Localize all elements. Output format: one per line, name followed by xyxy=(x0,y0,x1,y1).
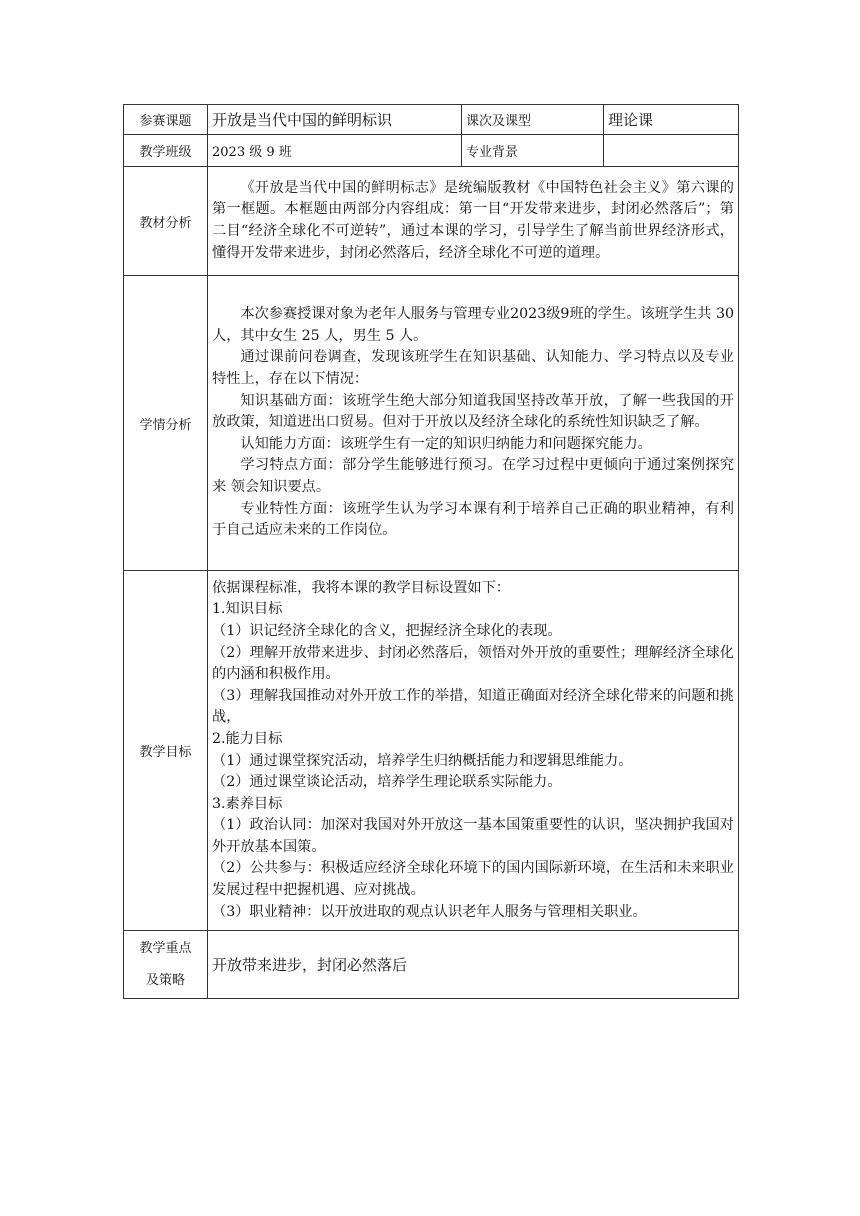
objectives-heading: 3.素养目标 xyxy=(212,795,283,812)
class-value: 2023 级 9 班 xyxy=(208,135,462,167)
textbook-label: 教材分析 xyxy=(124,167,208,276)
textbook-text: 《开放是当代中国的鲜明标志》是统编版教材《中国特色社会主义》第六课的第一框题。本框题由两部分内容组成：第一目“开发带来进步，封闭必然落后”；第二目“经济全球化不可逆转”，通过本课的学习，引导学生了解当前世界经济形式，懂得开发带来进步，封闭必然落后，经济全球化不可逆的道理。 xyxy=(212,179,734,261)
topic-label: 参赛课题 xyxy=(124,105,208,135)
objectives-line: （1）政治认同：加深对我国对外开放这一基本国策重要性的认识，坚决拥护我国对外开放基本国策。 xyxy=(212,817,734,855)
students-paragraph: 认知能力方面：该班学生有一定的知识归纳能力和问题探究能力。 xyxy=(240,435,652,452)
lesson-plan-table xyxy=(123,104,739,999)
row-students xyxy=(124,276,739,571)
class-label: 教学班级 xyxy=(124,135,208,167)
focus-label-line: 及策略 xyxy=(145,972,185,988)
students-label: 学情分析 xyxy=(124,276,208,571)
textbook-content xyxy=(208,167,739,276)
objectives-line: （2）通过课堂谈论活动，培养学生理论联系实际能力。 xyxy=(212,774,562,791)
students-paragraph: 通过课前问卷调查，发现该班学生在知识基础、认知能力、学习特点以及专业特性上，存在以下情况： xyxy=(212,349,734,388)
row-textbook xyxy=(124,167,739,276)
objectives-heading: 1.知识目标 xyxy=(212,601,283,618)
objectives-label: 教学目标 xyxy=(124,571,208,931)
students-paragraph: 专业特性方面：该班学生认为学习本课有利于培养自己正确的职业精神，有利于自己适应未来的工作岗位。 xyxy=(212,500,734,539)
students-content xyxy=(208,276,739,571)
objectives-line: （3）职业精神：以开放进取的观点认识老年人服务与管理相关职业。 xyxy=(212,903,647,920)
objectives-line: （1）识记经济全球化的含义，把握经济全球化的表现。 xyxy=(212,622,562,639)
focus-label-line: 教学重点 xyxy=(139,940,192,956)
lesson-value: 理论课 xyxy=(604,105,739,135)
objectives-content xyxy=(208,571,739,931)
objectives-heading: 2.能力目标 xyxy=(212,730,283,747)
row-focus xyxy=(124,931,739,999)
students-paragraph: 学习特点方面：部分学生能够进行预习。在学习过程中更倾向于通过案例探究来 领会知识要点。 xyxy=(212,457,734,495)
objectives-line: （3）理解我国推动对外开放工作的举措，知道正确面对经济全球化带来的问题和挑战， xyxy=(212,687,734,726)
objectives-line: （1）通过课堂探究活动，培养学生归纳概括能力和逻辑思维能力。 xyxy=(212,752,633,769)
focus-content: 开放带来进步，封闭必然落后 xyxy=(208,931,739,999)
students-paragraph: 知识基础方面：该班学生绝大部分知道我国坚持改革开放，了解一些我国的开放政策，知道进出口贸易。但对于开放以及经济全球化的系统性知识缺乏了解。 xyxy=(212,392,734,431)
objectives-line: （2）公共参与：积极适应经济全球化环境下的国内国际新环境，在生活和未来职业发展过程中把握机遇、应对挑战。 xyxy=(212,860,734,899)
students-paragraph: 本次参赛授课对象为老年人服务与管理专业2023级9班的学生。该班学生共 30 人，其中女生 25 人，男生 5 人。 xyxy=(212,306,734,344)
major-label: 专业背景 xyxy=(462,135,604,167)
objectives-line: （2）理解开放带来进步、封闭必然落后，领悟对外开放的重要性；理解经济全球化的内涵和积极作用。 xyxy=(212,644,734,683)
lesson-label: 课次及课型 xyxy=(462,105,604,135)
focus-label xyxy=(124,931,208,999)
major-value xyxy=(604,135,739,167)
row-objectives xyxy=(124,571,739,931)
objectives-line: 依据课程标准，我将本课的教学目标设置如下： xyxy=(212,579,510,596)
row-class xyxy=(124,135,739,167)
row-topic xyxy=(124,105,739,135)
topic-value: 开放是当代中国的鲜明标识 xyxy=(208,105,462,135)
